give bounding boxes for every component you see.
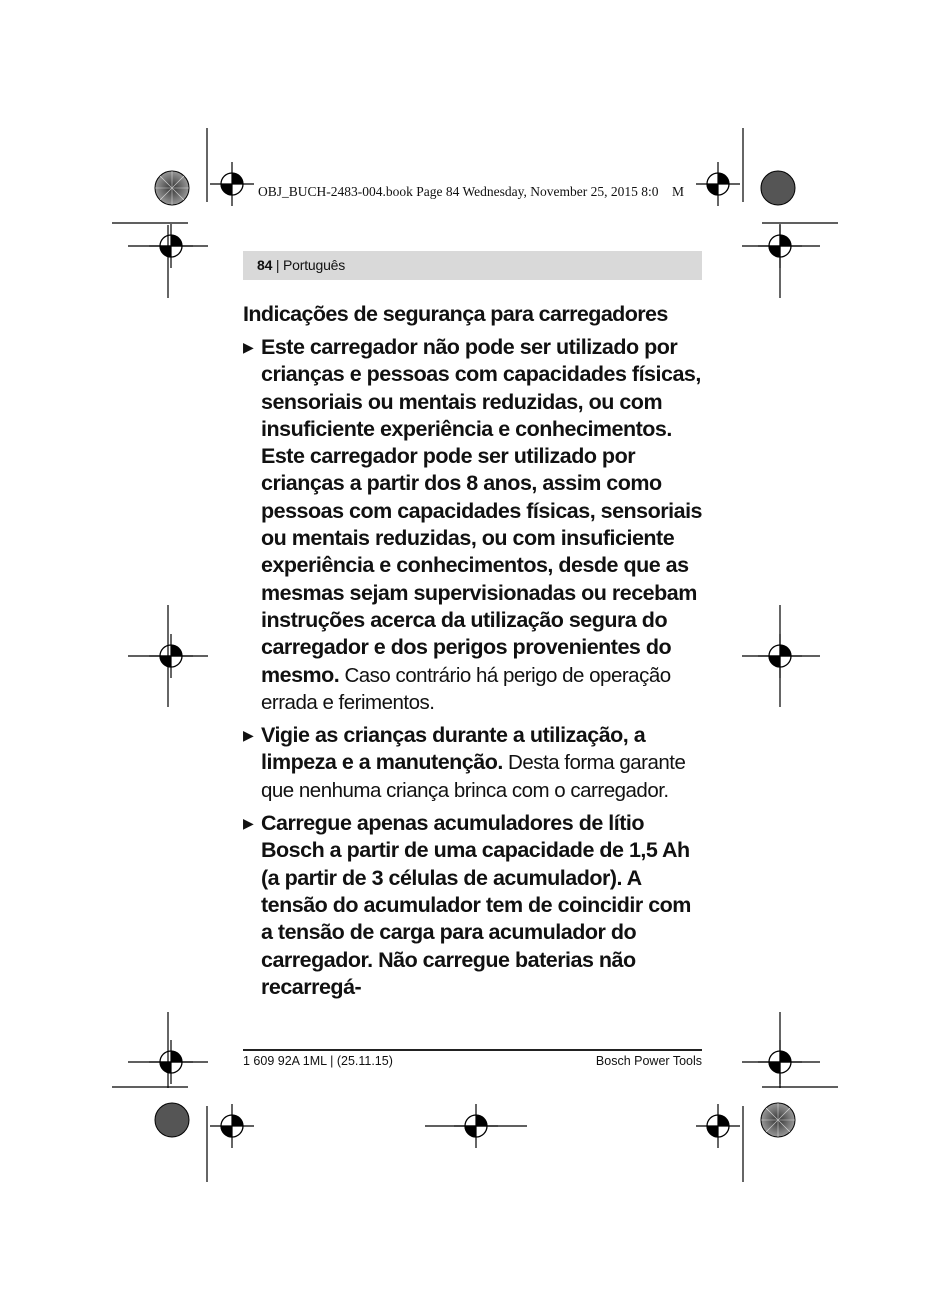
triangle-bullet-icon: ▶ (243, 727, 254, 744)
gray-target-bottom-left (155, 1103, 189, 1137)
starburst-target-bottom-right (761, 1103, 795, 1137)
item-normal-text: Caso contrário há perigo de operação errada e ferimentos. (261, 663, 671, 714)
page-header (243, 251, 702, 280)
item-bold-text: Este carregador não pode ser utilizado por crianças e pessoas com capacidades físicas, sensoriais ou mentais reduzidas, ou com insuficiente experiência e conhecimentos. Este carregador pode ser utilizado por crianças a partir dos 8 anos, assim como pessoas com capacidades físicas, sensoriais ou mentais reduzidas, ou com insuficiente experiência e conhecimentos, desde que as mesmas sejam supervisionadas ou recebam instruções acerca da utilização segura do carregador e dos perigos provenientes do mesmo. (261, 335, 703, 687)
footer-doc-number: 1 609 92A 1ML | (25.11.15) (243, 1054, 393, 1068)
header-language: Português (283, 257, 346, 273)
triangle-bullet-icon: ▶ (243, 815, 254, 832)
item-bold-text: Carregue apenas acumuladores de lítio Bosch a partir de uma capacidade de 1,5 Ah (a partir de 3 células de acumulador). A tensão do acumulador tem de coincidir com a tensão de carga para acumulador do carregador. Não carregue baterias não recarregá- (261, 811, 691, 999)
header-separator: | (272, 257, 284, 273)
footer-brand: Bosch Power Tools (595, 1054, 702, 1068)
triangle-bullet-icon: ▶ (243, 339, 254, 355)
print-slug: OBJ_BUCH-2483-004.book Page 84 Wednesday, November 25, 2015 8:0 M (258, 184, 685, 199)
item-normal-text: Desta forma garante que nenhuma criança brinca com o carregador. (261, 751, 686, 802)
page-number: 84 (257, 257, 273, 273)
item-bold-text: Vigie as crianças durante a utilização, a limpeza e a manutenção. (261, 723, 646, 775)
list-item (243, 810, 703, 1001)
starburst-target-top-left (155, 171, 189, 205)
footer-rule (243, 1049, 702, 1051)
list-item (243, 334, 703, 716)
list-item (243, 722, 703, 804)
gray-target-top-right (761, 171, 795, 205)
main-content (243, 300, 703, 1007)
section-title: Indicações de segurança para carregadores (243, 302, 668, 326)
header-text (257, 257, 345, 273)
